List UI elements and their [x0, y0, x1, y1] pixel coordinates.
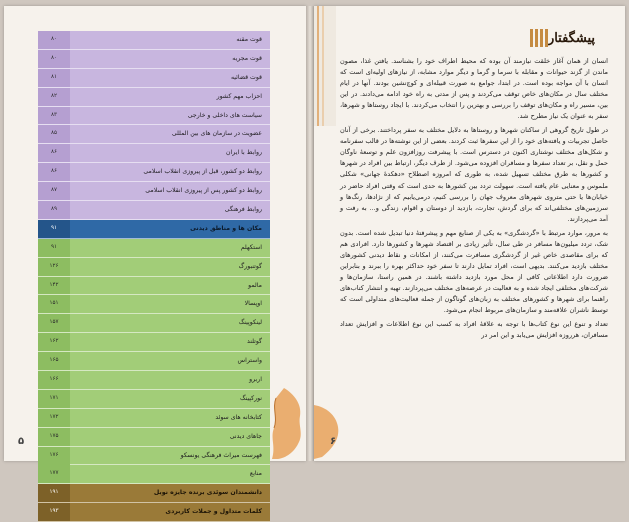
toc-row [38, 409, 270, 428]
toc-entry-page: ۱۵۷ [38, 314, 70, 332]
toc-entry-page: ۸۰ [38, 31, 70, 49]
toc-entry-page: ۸۱ [38, 69, 70, 87]
toc-entry-page: ۱۷۱ [38, 390, 70, 408]
toc-row [38, 31, 270, 50]
toc-entry-page: ۸۶ [38, 144, 70, 162]
toc-row [38, 277, 270, 296]
map-decoration-left [264, 386, 306, 461]
toc-row [38, 447, 270, 466]
toc-row [38, 503, 270, 522]
toc-entry-title: دانشمندان سوئدی برنده جایزه نوبل [153, 489, 262, 497]
toc-entry-title: نورکپینگ [240, 394, 262, 402]
toc-row [38, 163, 270, 182]
toc-row [38, 144, 270, 163]
toc-entry-title: واستراس [237, 357, 262, 365]
toc-entry-title: جاهای دیدنی [229, 432, 262, 440]
stripe-decoration [314, 6, 336, 126]
toc-row [38, 465, 270, 484]
left-page [4, 6, 306, 516]
toc-entry-page: ۱۶۶ [38, 371, 70, 389]
preface-body [340, 56, 608, 344]
toc-entry-title: مالمو [248, 281, 262, 289]
toc-entry-title: منابع [249, 470, 262, 478]
toc-row [38, 333, 270, 352]
toc-entry-page: ۱۴۲ [38, 277, 70, 295]
toc-entry-page: ۱۵۱ [38, 295, 70, 313]
toc-entry-title: روابط دو کشور، قبل از پیروزی انقلاب اسلامی [143, 168, 262, 176]
toc-entry-title: مکان ها و مناطق دیدنی [190, 224, 262, 232]
toc-entry-page: ۹۱ [38, 239, 70, 257]
toc-entry-title: فهرست میراث فرهنگی یونسکو [180, 451, 262, 459]
right-page-number: ۶ [330, 436, 337, 447]
toc-row [38, 125, 270, 144]
toc-entry-title: لینکوپینگ [238, 319, 262, 327]
toc-entry-title: قوت قضائیه [230, 73, 262, 81]
toc-row [38, 50, 270, 69]
toc-entry-title: کلمات متداول و جملات کاربردی [165, 508, 262, 516]
table-of-contents [38, 31, 270, 522]
toc-row [38, 295, 270, 314]
toc-entry-page: ۱۷۵ [38, 428, 70, 446]
toc-row [38, 428, 270, 447]
preface-title: پیشگفتار [547, 30, 595, 46]
toc-row [38, 258, 270, 277]
toc-entry-title: اوپسالا [244, 300, 262, 308]
left-page-number: ۵ [18, 436, 25, 447]
toc-entry-page: ۱۷۶ [38, 447, 70, 465]
toc-entry-page: ۸۹ [38, 201, 70, 219]
toc-entry-page: ۱۶۲ [38, 333, 70, 351]
preface-paragraph-2: در طول تاریخ گروهی از ساکنان شهرها و روستاها به دلایل مختلف به سفر پرداختند. برخی از آنان حاصل تجربیات و یافته‌های خود را از این سفرها ثبت کردند. بعضی از این نوشته‌ها در قالب سفرنامه و شکل‌های مختلف نوشتاری اکنون در دسترس است. با پیشرفت روزافزون علم و توسعهٔ ناوگان حمل و نقل، بر تعداد سفرها و مسافران افزوده می‌شود. از طرف دیگر، ارتباط بین افراد در شهرها و کشورها به طرق مختلف تسهیل شده، به طوری که امروزه اصطلاح «دهکدهٔ جهانی» شکلی ملموس و معنایی عام یافته است. سهولت تردد بین کشورها به حدی است که وقتی افراد حاضر در خیابان‌ها یا حتی متروی شهرهای معروف جهان را بررسی کنیم، درمی‌یابیم که از نژادها، رنگ‌ها و سرزمین‌های مختلفی‌اند که برای گردش، تجارت، بازدید از دوستان و اقوام، زندگی و... به رفت و آمد می‌پردازند. [340, 126, 608, 223]
preface-paragraph-3: به مرور، موارد مرتبط با «گردشگری» به یکی از صنایع مهم و پیشرفتهٔ دنیا تبدیل شده است. بدون شک، تردد میلیون‌ها مسافر در طی سال، تأثیر زیادی بر اقتصاد شهرها و کشورها دارد. افرادی هم که برای مقاصدی خاص غیر از گردشگری مسافرت می‌کنند، از امکانات و نقاط دیدنی کشورهای مختلف بازدید می‌کنند. بدیهی است، افراد تمایل دارند تا سفر خود حداکثر بهره را ببرند و بنابراین ضرورت دارد اطلاعاتی کافی از محل مورد بازدید داشته باشند. در همین راستا، سازمان‌ها و شرکت‌های مختلفی ایجاد شده و به فعالیت در عرصه‌های مختلف می‌پردازند. تهیه و انتشار کتاب‌های راهنما برای شهرها و کشورهای مختلف به زبان‌های گوناگون از جمله فعالیت‌های متداولی است که توسط ناشران علاقه‌مند و سازمان‌های مربوط انجام می‌شود. [340, 228, 608, 315]
toc-entry-title: استکهلم [240, 243, 262, 251]
toc-entry-page: ۸۶ [38, 163, 70, 181]
toc-entry-title: روابط با ایران [226, 149, 262, 157]
book-gutter [306, 6, 314, 461]
toc-row [38, 390, 270, 409]
toc-entry-page: ۱۲۶ [38, 258, 70, 276]
toc-row [38, 69, 270, 88]
toc-entry-page: ۱۹۱ [38, 484, 70, 502]
toc-entry-page: ۸۵ [38, 125, 70, 143]
toc-row [38, 484, 270, 503]
toc-row [38, 107, 270, 126]
toc-row [38, 182, 270, 201]
toc-entry-title: گوتلند [246, 338, 262, 346]
toc-row [38, 88, 270, 107]
toc-entry-title: اربرو [249, 376, 262, 384]
toc-entry-title: روابط فرهنگی [224, 206, 262, 214]
toc-entry-title: کتابخانه های سوئد [215, 413, 262, 421]
preface-paragraph-1: انسان از همان آغاز خلقت نیازمند آن بوده که محیط اطراف خود را بشناسد. یافتن غذا، مصون ماندن از گزند حیوانات و مقابله با سرما و گرما و دیگر موارد مشابه، از نیازهای اولیه‌ای است که انسان با آن مواجه بوده است. در ابتدا، جوامع به صورت قبیله‌ای و کوچ‌نشین بودند. آنها در ایام مختلف سال در مکان‌های خاص توقف می‌کردند و پس از مدتی به راه خود ادامه می‌دادند. در این بین، مسیر راه و مکان‌های توقف را بررسی و بهترین را انتخاب می‌کردند. با ایجاد روستاها و شهرها، سفر به عنوان یک نیاز مطرح شد. [340, 57, 608, 121]
toc-entry-page: ۸۰ [38, 50, 70, 68]
toc-entry-page: ۹۱ [38, 220, 70, 238]
toc-row [38, 314, 270, 333]
heading-bars-icon [530, 29, 548, 47]
toc-entry-title: قوت مقنه [236, 36, 262, 43]
toc-entry-page: ۱۷۲ [38, 409, 70, 427]
toc-entry-page: ۸۲ [38, 88, 70, 106]
toc-row [38, 239, 270, 258]
toc-entry-title: عضویت در سازمان های بین المللی [171, 130, 262, 138]
toc-entry-title: روابط دو کشور پس از پیروزی انقلاب اسلامی [145, 187, 262, 195]
preface-heading [530, 26, 601, 50]
toc-row [38, 220, 270, 239]
toc-entry-page: ۸۳ [38, 107, 70, 125]
toc-entry-page: ۱۹۳ [38, 503, 70, 521]
toc-row [38, 352, 270, 371]
right-page [314, 6, 625, 461]
toc-entry-title: سیاست های داخلی و خارجی [187, 111, 262, 119]
toc-entry-title: احزاب مهم کشور [216, 92, 262, 100]
toc-entry-title: گوتنبورگ [238, 262, 262, 270]
toc-row [38, 371, 270, 390]
toc-entry-page: ۱۶۵ [38, 352, 70, 370]
map-decoration-right [314, 401, 354, 461]
toc-row [38, 201, 270, 220]
toc-entry-page: ۸۷ [38, 182, 70, 200]
toc-entry-page: ۱۷۷ [38, 465, 70, 483]
preface-paragraph-4: تعداد و تنوع این نوع کتاب‌ها با توجه به علاقهٔ افراد به کسب این نوع اطلاعات و افزایش تعداد مسافران، هرروزه افزایش می‌یابد و این امر در [340, 320, 608, 340]
toc-entry-title: قوت مجریه [232, 54, 262, 62]
